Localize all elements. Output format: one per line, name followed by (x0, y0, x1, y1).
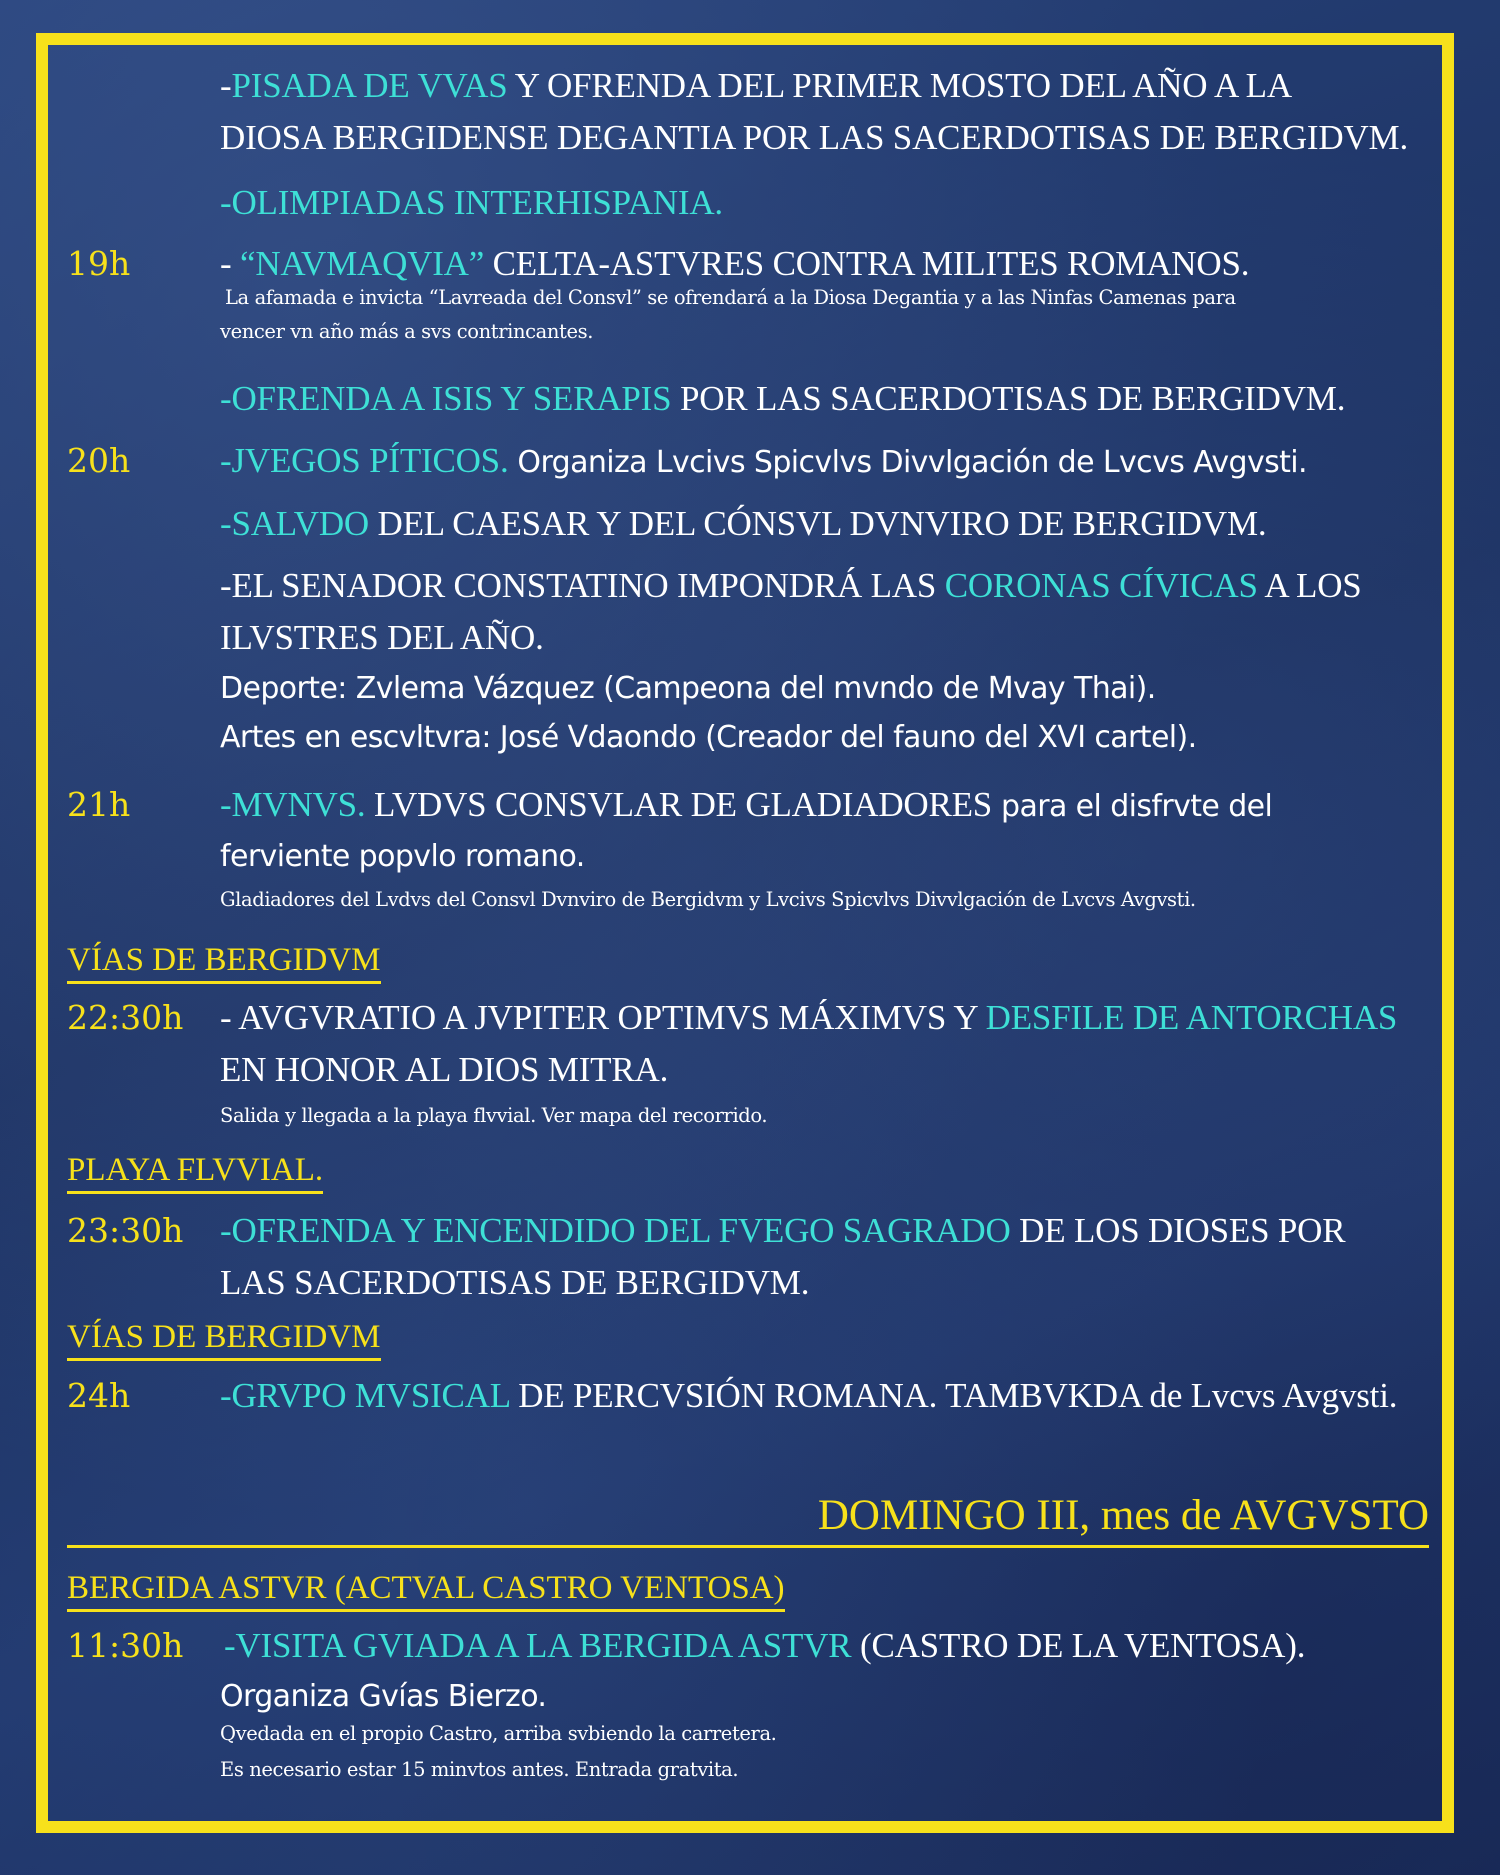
highlight-text: PISADA DE VVAS (231, 66, 508, 105)
event-time: 24h (67, 1376, 131, 1415)
location-vias-de-bergidvm: VÍAS DE BERGIDVM (67, 940, 381, 984)
event-time: 23:30h (67, 1211, 184, 1250)
event-time: 11:30h (67, 1626, 184, 1665)
event-time: 20h (67, 441, 131, 480)
location-playa-flvvial: PLAYA FLVVIAL. (67, 1150, 323, 1194)
location-bergida-astvr: BERGIDA ASTVR (ACTVAL CASTRO VENTOSA) (67, 1568, 785, 1612)
event-time: 22:30h (67, 998, 184, 1037)
event-time: 21h (67, 785, 131, 824)
event-time: 19h (67, 244, 131, 283)
day-heading: DOMINGO III, mes de AVGVSTO (817, 1492, 1429, 1539)
day-divider (67, 1545, 1429, 1548)
location-vias-de-bergidvm-2: VÍAS DE BERGIDVM (67, 1317, 381, 1361)
